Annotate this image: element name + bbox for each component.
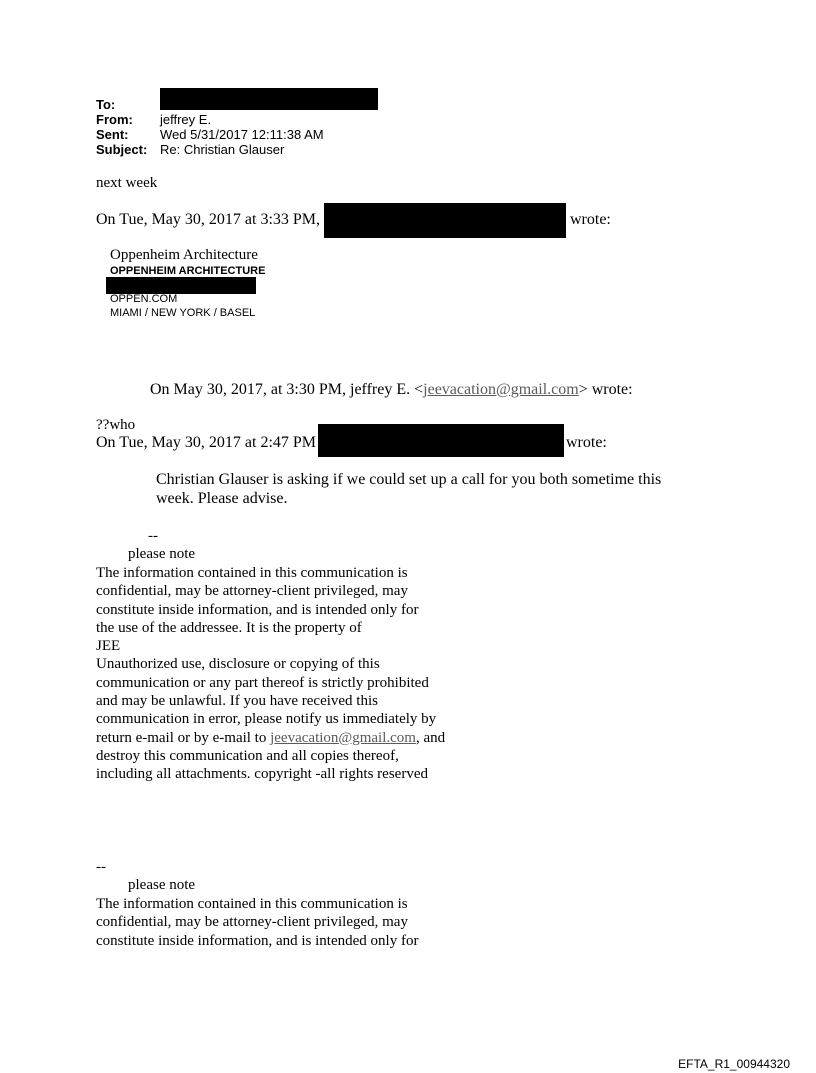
redacted-signature-line [106, 277, 256, 294]
disclaimer1-line: constitute inside information, and is intended only for [96, 601, 419, 618]
disclaimer2-line: The information contained in this communication is [96, 896, 408, 912]
email-line-prefix: return e-mail or by e-mail to [96, 729, 271, 746]
from-value: jeffrey E. [160, 112, 212, 127]
disclaimer1-line: communication or any part thereof is strictly prohibited [96, 674, 429, 691]
subject-value: Re: Christian Glauser [160, 142, 285, 157]
document-id: EFTA_R1_00944320 [678, 1057, 790, 1071]
disclaimer1-body [96, 564, 445, 784]
quote3-wrote: wrote: [566, 434, 607, 451]
message-line-2: week. Please advise. [156, 490, 288, 507]
signature-name: Oppenheim Architecture [110, 247, 258, 263]
from-label: From: [96, 112, 133, 127]
disclaimer2-line: confidential, may be attorney-client privileged, may [96, 914, 408, 931]
email-line-suffix: , and [415, 729, 446, 746]
disclaimer1-dashes: -- [148, 528, 158, 544]
disclaimer1-email-link[interactable]: jeevacation@gmail.com [270, 729, 416, 746]
quote2-email-link[interactable]: jeevacation@gmail.com [423, 381, 579, 398]
redacted-sender-1 [324, 203, 566, 238]
disclaimer1-line: the use of the addressee. It is the property of [96, 619, 362, 636]
disclaimer1-line: JEE [96, 638, 121, 655]
disclaimer1-line: including all attachments. copyright -all rights reserved [96, 766, 428, 783]
disclaimer1-line: confidential, may be attorney-client privileged, may [96, 583, 408, 600]
signature-website: OPPEN.COM [110, 293, 178, 305]
sent-label: Sent: [96, 127, 129, 142]
redacted-recipient [160, 88, 378, 110]
quote1-intro: On Tue, May 30, 2017 at 3:33 PM, [96, 211, 321, 228]
quote1-wrote: wrote: [570, 211, 611, 228]
subject-label: Subject: [96, 142, 148, 157]
disclaimer2-body [96, 895, 418, 950]
quote2-outro: > wrote: [578, 381, 633, 398]
disclaimer1-line: Unauthorized use, disclosure or copying of this [96, 656, 380, 673]
disclaimer1-note: please note [128, 546, 196, 562]
reply-text: next week [96, 175, 158, 191]
quote2-line [150, 381, 633, 399]
disclaimer2-line: constitute inside information, and is intended only for [96, 932, 419, 949]
disclaimer1-line: The information contained in this communication is [96, 565, 408, 581]
inner-reply: ??who [96, 417, 136, 433]
disclaimer1-line: and may be unlawful. If you have received this [96, 693, 378, 710]
quote2-intro: On May 30, 2017, at 3:30 PM, jeffrey E. < [150, 381, 424, 398]
message-line-1: Christian Glauser is asking if we could set up a call for you both sometime this [156, 471, 662, 488]
sent-value: Wed 5/31/2017 12:11:38 AM [160, 127, 324, 142]
disclaimer2-dashes: -- [96, 859, 106, 875]
to-label: To: [96, 97, 116, 112]
redacted-sender-2 [318, 424, 564, 457]
disclaimer1-line: destroy this communication and all copies thereof, [96, 747, 399, 764]
disclaimer1-email-line [96, 729, 445, 747]
disclaimer1-line: communication in error, please notify us immediately by [96, 711, 437, 728]
quote3-intro: On Tue, May 30, 2017 at 2:47 PM [96, 434, 317, 451]
disclaimer2-note: please note [128, 877, 196, 893]
signature-cities: MIAMI / NEW YORK / BASEL [110, 307, 256, 319]
signature-firm-caps: OPPENHEIM ARCHITECTURE [110, 265, 266, 277]
